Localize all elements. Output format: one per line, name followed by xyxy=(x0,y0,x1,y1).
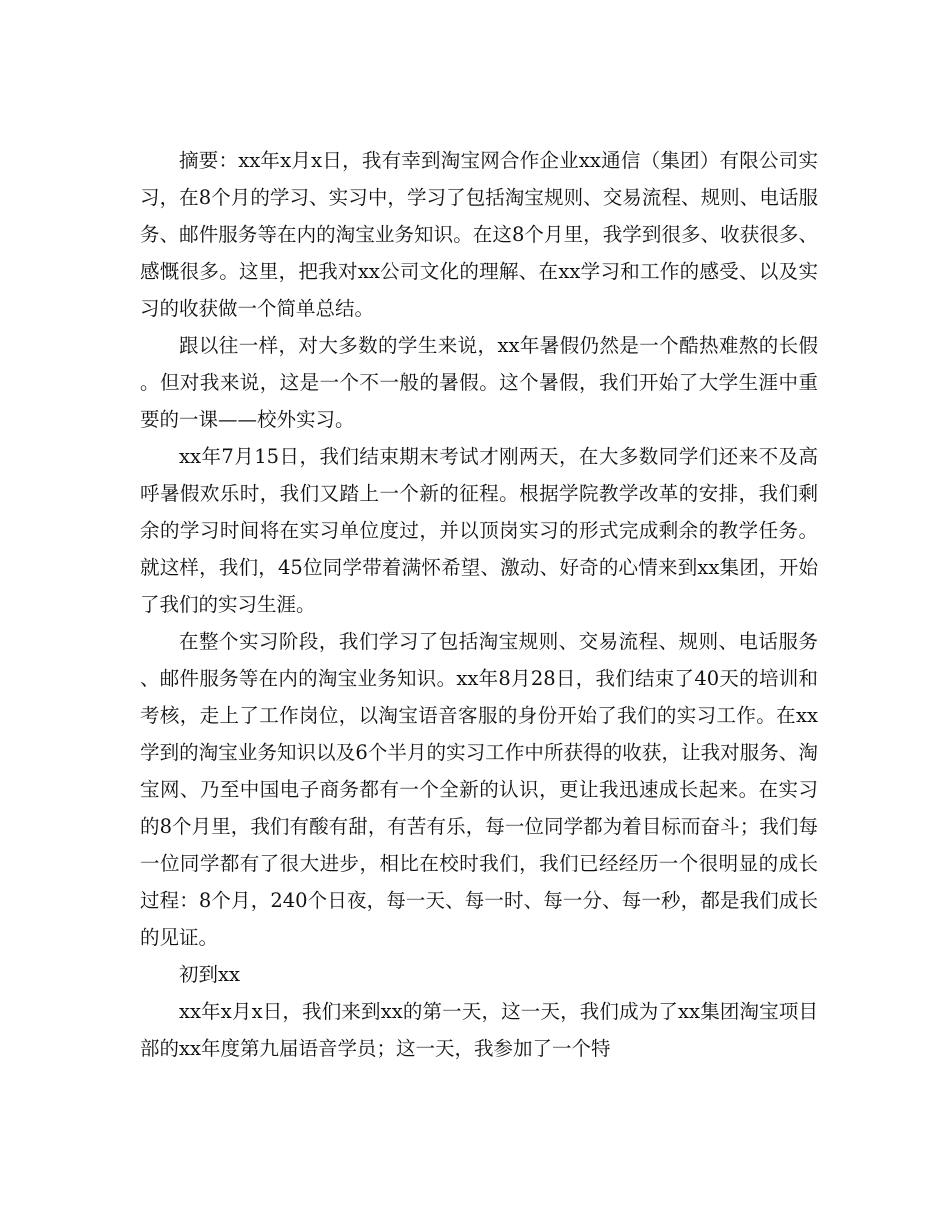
document-body xyxy=(140,142,818,1067)
paragraph-summer: 跟以往一样，对大多数的学生来说，xx年暑假仍然是一个酷热难熬的长假。但对我来说，这是一个不一般的暑假。这个暑假，我们开始了大学生涯中重要的一课——校外实习。 xyxy=(140,334,818,431)
paragraph-first-day: xx年x月x日，我们来到xx的第一天，这一天，我们成为了xx集团淘宝项目部的xx年度第九届语音学员；这一天，我参加了一个特 xyxy=(140,1000,818,1060)
paragraph-internship-stage: 在整个实习阶段，我们学习了包括淘宝规则、交易流程、规则、电话服务、邮件服务等在内的淘宝业务知识。xx年8月28日，我们结束了40天的培训和考核，走上了工作岗位，以淘宝语音客服的身份开始了我们的实习工作。在xx学到的淘宝业务知识以及6个半月的实习工作中所获得的收获，让我对服务、淘宝网、乃至中国电子商务都有一个全新的认识，更让我迅速成长起来。在实习的8个月里，我们有酸有甜，有苦有乐，每一位同学都为着目标而奋斗；我们每一位同学都有了很大进步，相比在校时我们，我们已经经历一个很明显的成长过程：8个月，240个日夜，每一天、每一时、每一分、每一秒，都是我们成长的见证。 xyxy=(140,630,818,949)
paragraph-july: xx年7月15日，我们结束期末考试才刚两天，在大多数同学们还来不及高呼暑假欢乐时，我们又踏上一个新的征程。根据学院教学改革的安排，我们剩余的学习时间将在实习单位度过，并以顶岗实习的形式完成剩余的教学任务。就这样，我们，45位同学带着满怀希望、激动、好奇的心情来到xx集团，开始了我们的实习生涯。 xyxy=(140,445,818,616)
paragraph-abstract: 摘要：xx年x月x日，我有幸到淘宝网合作企业xx通信（集团）有限公司实习，在8个月的学习、实习中，学习了包括淘宝规则、交易流程、规则、电话服务、邮件服务等在内的淘宝业务知识。在这8个月里，我学到很多、收获很多、感慨很多。这里，把我对xx公司文化的理解、在xx学习和工作的感受、以及实习的收获做一个简单总结。 xyxy=(140,149,818,320)
section-heading-arrival: 初到xx xyxy=(179,963,240,986)
